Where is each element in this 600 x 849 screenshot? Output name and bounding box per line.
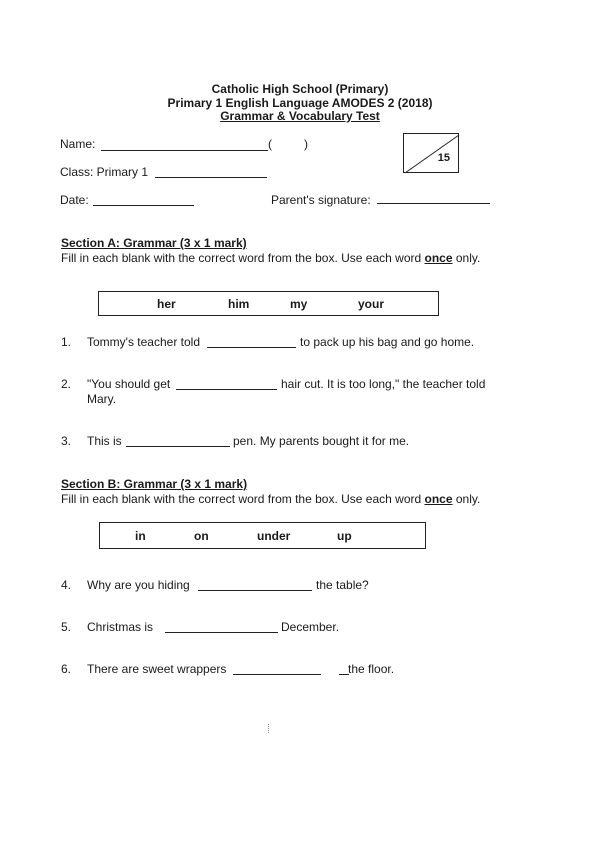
question-number: 3.	[61, 434, 72, 448]
answer-blank[interactable]	[165, 632, 278, 633]
section-a-instr-after: only.	[452, 251, 481, 265]
question-text-after: to pack up his bag and go home.	[300, 335, 475, 349]
section-b-instr-emph: once	[424, 492, 453, 506]
question-text-after: pen. My parents bought it for me.	[233, 434, 410, 448]
question-text-before: There are sweet wrappers	[87, 662, 227, 676]
section-a-word-box	[98, 291, 439, 316]
word-box-item: in	[135, 528, 146, 543]
question-text-after: the floor.	[348, 662, 395, 676]
question-text-before: Christmas is	[87, 620, 154, 634]
word-box-item: him	[228, 296, 250, 311]
answer-blank[interactable]	[233, 674, 321, 675]
name-blank[interactable]	[101, 150, 268, 151]
section-b-instr-before: Fill in each blank with the correct word from the box. Use each word	[61, 492, 425, 506]
score-total: 15	[437, 152, 450, 164]
answer-blank[interactable]	[198, 590, 312, 591]
score-box	[403, 133, 459, 173]
question-text-continued: Mary.	[87, 392, 117, 406]
parent-signature-label: Parent's signature:	[271, 193, 371, 207]
answer-blank[interactable]	[126, 446, 230, 447]
test-subtitle: Primary 1 English Language AMODES 2 (2018)	[167, 96, 433, 110]
question-text-after: December.	[281, 620, 340, 634]
section-b-title: Section B: Grammar (3 x 1 mark)	[61, 477, 248, 491]
answer-blank[interactable]	[207, 347, 296, 348]
date-blank[interactable]	[93, 205, 194, 206]
question-text-before: Why are you hiding	[87, 578, 190, 592]
answer-blank[interactable]	[176, 389, 277, 390]
word-box-item: your	[358, 296, 385, 311]
question-text-before: "You should get	[87, 377, 171, 391]
section-a-instruction	[61, 251, 480, 265]
date-label: Date:	[60, 193, 89, 207]
question-text-after: hair cut. It is too long," the teacher told	[281, 377, 486, 391]
word-box-item: her	[157, 296, 176, 311]
section-b-word-box	[99, 522, 426, 549]
class-blank[interactable]	[155, 177, 267, 178]
question-number: 5.	[61, 620, 72, 634]
word-box-item: under	[257, 528, 291, 543]
question-number: 4.	[61, 578, 72, 592]
name-label: Name:	[60, 137, 96, 151]
question-text-after: the table?	[316, 578, 369, 592]
parent-signature-blank[interactable]	[377, 203, 490, 204]
word-box-item: my	[290, 296, 308, 311]
section-a-title: Section A: Grammar (3 x 1 mark)	[61, 236, 247, 250]
section-b-instr-after: only.	[452, 492, 481, 506]
section-a-instr-before: Fill in each blank with the correct word from the box. Use each word	[61, 251, 425, 265]
name-paren-open: (	[268, 137, 272, 151]
question-text-before: This is	[87, 434, 122, 448]
question-number: 6.	[61, 662, 72, 676]
score-divider-icon	[404, 134, 460, 174]
question-number: 2.	[61, 377, 72, 391]
question-number: 1.	[61, 335, 72, 349]
test-title-text: Grammar & Vocabulary Test	[220, 109, 380, 123]
section-b-instruction	[61, 492, 480, 506]
test-title	[0, 109, 600, 123]
class-label: Class: Primary 1	[60, 165, 149, 179]
word-box-item: up	[337, 528, 352, 543]
scan-mark	[268, 724, 270, 733]
question-text-before: Tommy's teacher told	[87, 335, 200, 349]
section-a-instr-emph: once	[424, 251, 453, 265]
word-box-item: on	[194, 528, 209, 543]
school-name: Catholic High School (Primary)	[211, 82, 389, 96]
name-paren-close: )	[304, 137, 308, 151]
